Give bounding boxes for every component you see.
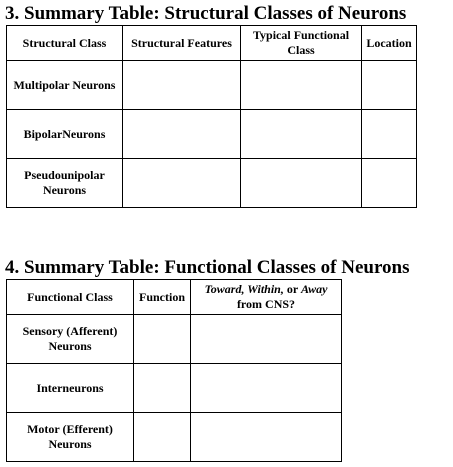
direction-away: Away [300,282,328,296]
section-title-structural: 3. Summary Table: Structural Classes of Neurons [5,3,407,24]
column-header-function: Function [134,280,191,315]
section-title-functional: 4. Summary Table: Functional Classes of Neurons [5,257,410,278]
answer-cell[interactable] [362,110,417,159]
row-label-bipolar: BipolarNeurons [7,110,123,159]
structural-classes-table [6,25,417,208]
answer-cell[interactable] [134,413,191,462]
row-label-interneurons: Interneurons [7,364,134,413]
answer-cell[interactable] [123,110,241,159]
answer-cell[interactable] [191,364,342,413]
table-row [7,110,417,159]
column-header-structural-class: Structural Class [7,26,123,61]
table-row [7,413,342,462]
column-header-typical-functional-class: Typical Functional Class [241,26,362,61]
column-header-direction [191,280,342,315]
row-label-sensory: Sensory (Afferent) Neurons [7,315,134,364]
table-header-row [7,280,342,315]
table-row [7,315,342,364]
table-row [7,364,342,413]
row-label-motor: Motor (Efferent) Neurons [7,413,134,462]
direction-toward-within: Toward, Within, [204,282,284,296]
direction-from-cns: from CNS? [236,297,296,311]
column-header-structural-features: Structural Features [123,26,241,61]
answer-cell[interactable] [134,315,191,364]
answer-cell[interactable] [241,159,362,208]
table-row [7,61,417,110]
answer-cell[interactable] [191,413,342,462]
answer-cell[interactable] [123,159,241,208]
answer-cell[interactable] [362,159,417,208]
answer-cell[interactable] [191,315,342,364]
answer-cell[interactable] [134,364,191,413]
table-row [7,159,417,208]
column-header-location: Location [362,26,417,61]
answer-cell[interactable] [241,110,362,159]
row-label-pseudounipolar: Pseudounipolar Neurons [7,159,123,208]
answer-cell[interactable] [362,61,417,110]
row-label-multipolar: Multipolar Neurons [7,61,123,110]
direction-or: or [283,282,301,296]
table-header-row [7,26,417,61]
answer-cell[interactable] [123,61,241,110]
functional-classes-table [6,279,342,462]
column-header-functional-class: Functional Class [7,280,134,315]
answer-cell[interactable] [241,61,362,110]
